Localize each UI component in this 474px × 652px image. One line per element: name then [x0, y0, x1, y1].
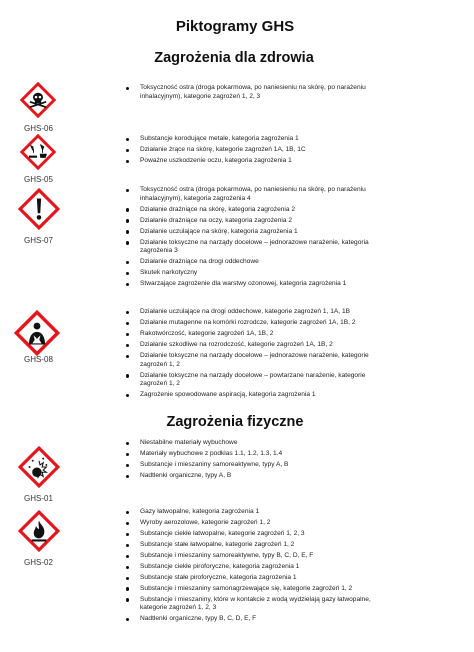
health-hazards-heading: Zagrożenia dla zdrowia — [154, 50, 314, 66]
list-item: Rakotwórczość, kategorie zagrożeń 1A, 1B, 2 — [126, 330, 376, 339]
pictogram-code: GHS-06 — [24, 124, 53, 133]
list-item: Działanie toksyczne na narządy docelowe – powtarzane narażenie, kategorie zagrożeń 1, 2 — [126, 372, 376, 389]
list-item: Toksyczność ostra (droga pokarmowa, po naniesieniu na skórę, po narażeniu inhalacyjnym), kategoria zagrożenia 4 — [126, 186, 376, 203]
list-item: Wyroby aerozolowe, kategorie zagrożeń 1, 2 — [126, 519, 376, 528]
skull-crossbones-icon — [20, 82, 56, 118]
hazard-list-ghs06 — [126, 84, 376, 104]
hazard-list-ghs01 — [126, 439, 376, 483]
list-item: Skutek narkotyczny — [126, 269, 376, 278]
list-item: Substancje i mieszaniny samonagrzewające się, kategorie zagrożeń 1, 2 — [126, 585, 376, 594]
list-item: Toksyczność ostra (droga pokarmowa, po naniesieniu na skórę, po narażeniu inhalacyjnym), kategorie zagrożeń 1, 2, 3 — [126, 84, 376, 101]
list-item: Gazy łatwopalne, kategoria zagrożenia 1 — [126, 508, 376, 517]
pictogram-code: GHS-02 — [24, 558, 53, 567]
list-item: Poważne uszkodzenie oczu, kategoria zagrożenia 1 — [126, 157, 376, 166]
list-item: Stwarzające zagrożenie dla warstwy ozonowej, kategoria zagrożenia 1 — [126, 280, 376, 289]
hazard-list-ghs02 — [126, 508, 376, 626]
list-item: Działanie drażniące na skórę, kategoria zagrożenia 2 — [126, 206, 376, 215]
pictogram-code: GHS-08 — [24, 355, 53, 364]
hazard-list-ghs07 — [126, 186, 376, 291]
health-hazard-icon — [14, 310, 60, 356]
hazard-list-ghs08 — [126, 308, 376, 402]
list-item: Działanie drażniące na drogi oddechowe — [126, 258, 376, 267]
exclamation-mark-icon — [18, 188, 60, 230]
pictogram-code: GHS-05 — [24, 175, 53, 184]
corrosion-icon — [20, 134, 56, 170]
list-item: Działanie żrące na skórę, kategorie zagrożeń 1A, 1B, 1C — [126, 146, 376, 155]
list-item: Substancje korodujące metale, kategoria zagrożenia 1 — [126, 135, 376, 144]
list-item: Substancje ciekłe piroforyczne, kategoria zagrożenia 1 — [126, 563, 376, 572]
list-item: Niestabilne materiały wybuchowe — [126, 439, 376, 448]
flame-icon — [18, 510, 60, 552]
list-item: Substancje stałe piroforyczne, kategoria zagrożenia 1 — [126, 574, 376, 583]
pictogram-code: GHS-01 — [24, 494, 53, 503]
list-item: Działanie uczulające na drogi oddechowe, kategorie zagrożeń 1, 1A, 1B — [126, 308, 376, 317]
list-item: Działanie mutagenne na komórki rozrodcze, kategorie zagrożeń 1A, 1B, 2 — [126, 319, 376, 328]
page-title: Piktogramy GHS — [175, 18, 295, 35]
list-item: Substancje i mieszaniny, które w kontakcie z wodą wydzielają gazy łatwopalne, kategorie zagrożeń 1, 2, 3 — [126, 596, 376, 613]
list-item: Substancje i mieszaniny samoreaktywne, typy B, C, D, E, F — [126, 552, 376, 561]
list-item: Działanie drażniące na oczy, kategoria zagrożenia 2 — [126, 217, 376, 226]
list-item: Działanie szkodliwe na rozrodczość, kategorie zagrożeń 1A, 1B, 2 — [126, 341, 376, 350]
pictogram-code: GHS-07 — [24, 236, 53, 245]
list-item: Substancje ciekłe łatwopalne, kategorie zagrożeń 1, 2, 3 — [126, 530, 376, 539]
hazard-list-ghs05 — [126, 135, 376, 168]
list-item: Nadtlenki organiczne, typy B, C, D, E, F — [126, 615, 376, 624]
list-item: Działanie uczulające na skórę, kategoria zagrożenia 1 — [126, 228, 376, 237]
list-item: Materiały wybuchowe z podklas 1.1, 1.2, 1.3, 1.4 — [126, 450, 376, 459]
physical-hazards-heading: Zagrożenia fizyczne — [166, 414, 304, 430]
list-item: Substancje i mieszaniny samoreaktywne, typy A, B — [126, 461, 376, 470]
list-item: Zagrożenie spowodowane aspiracją, kategoria zagrożenia 1 — [126, 391, 376, 400]
list-item: Substancje stałe łatwopalne, kategorie zagrożeń 1, 2 — [126, 541, 376, 550]
list-item: Nadtlenki organiczne, typy A, B — [126, 472, 376, 481]
list-item: Działanie toksyczne na narządy docelowe – jednorazowe narażenie, kategorie zagrożeń 1, 2 — [126, 352, 376, 369]
exploding-bomb-icon — [18, 446, 60, 488]
list-item: Działanie toksyczne na narządy docelowe – jednorazowe narażenie, kategoria zagrożenia 3 — [126, 239, 376, 256]
